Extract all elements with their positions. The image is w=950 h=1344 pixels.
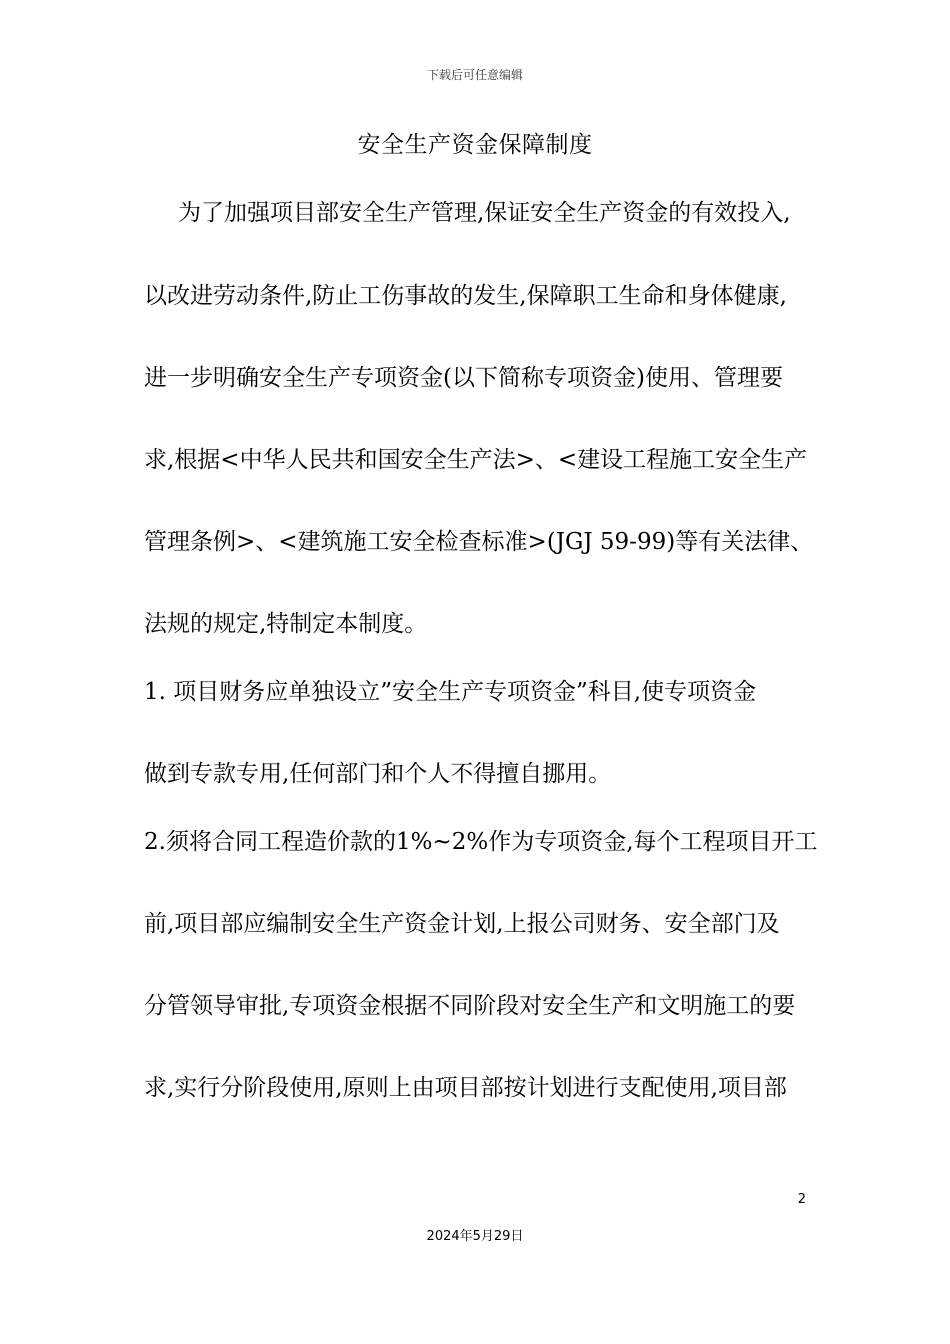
body-line: 法规的规定,特制定本制度。: [144, 611, 428, 637]
body-line: 为了加强项目部安全生产管理,保证安全生产资金的有效投入,: [178, 200, 791, 226]
body-line: 管理条例>、<建筑施工安全检查标准>(JGJ 59-99)等有关法律、: [144, 529, 814, 555]
body-line: 进一步明确安全生产专项资金(以下简称专项资金)使用、管理要: [144, 365, 783, 391]
body-line: 求,实行分阶段使用,原则上由项目部按计划进行支配使用,项目部: [144, 1075, 787, 1101]
document-title: 安全生产资金保障制度: [357, 132, 593, 158]
page-footer-date: 2024年5月29日: [426, 1229, 524, 1244]
body-line: 2.须将合同工程造价款的1%~2%作为专项资金,每个工程项目开工: [144, 829, 818, 855]
body-line: 求,根据<中华人民共和国安全生产法>、<建设工程施工安全生产: [144, 447, 808, 473]
body-line: 以改进劳动条件,防止工伤事故的发生,保障职工生命和身体健康,: [144, 283, 787, 309]
page-header-note: 下载后可任意编辑: [426, 68, 523, 82]
body-line: 前,项目部应编制安全生产资金计划,上报公司财务、安全部门及: [144, 911, 780, 937]
body-line: 1. 项目财务应单独设立”安全生产专项资金”科目,使专项资金: [144, 679, 757, 705]
body-line: 做到专款专用,任何部门和个人不得擅自挪用。: [144, 761, 612, 787]
body-line: 分管领导审批,专项资金根据不同阶段对安全生产和文明施工的要: [144, 993, 796, 1019]
page-number: 2: [797, 1192, 806, 1207]
